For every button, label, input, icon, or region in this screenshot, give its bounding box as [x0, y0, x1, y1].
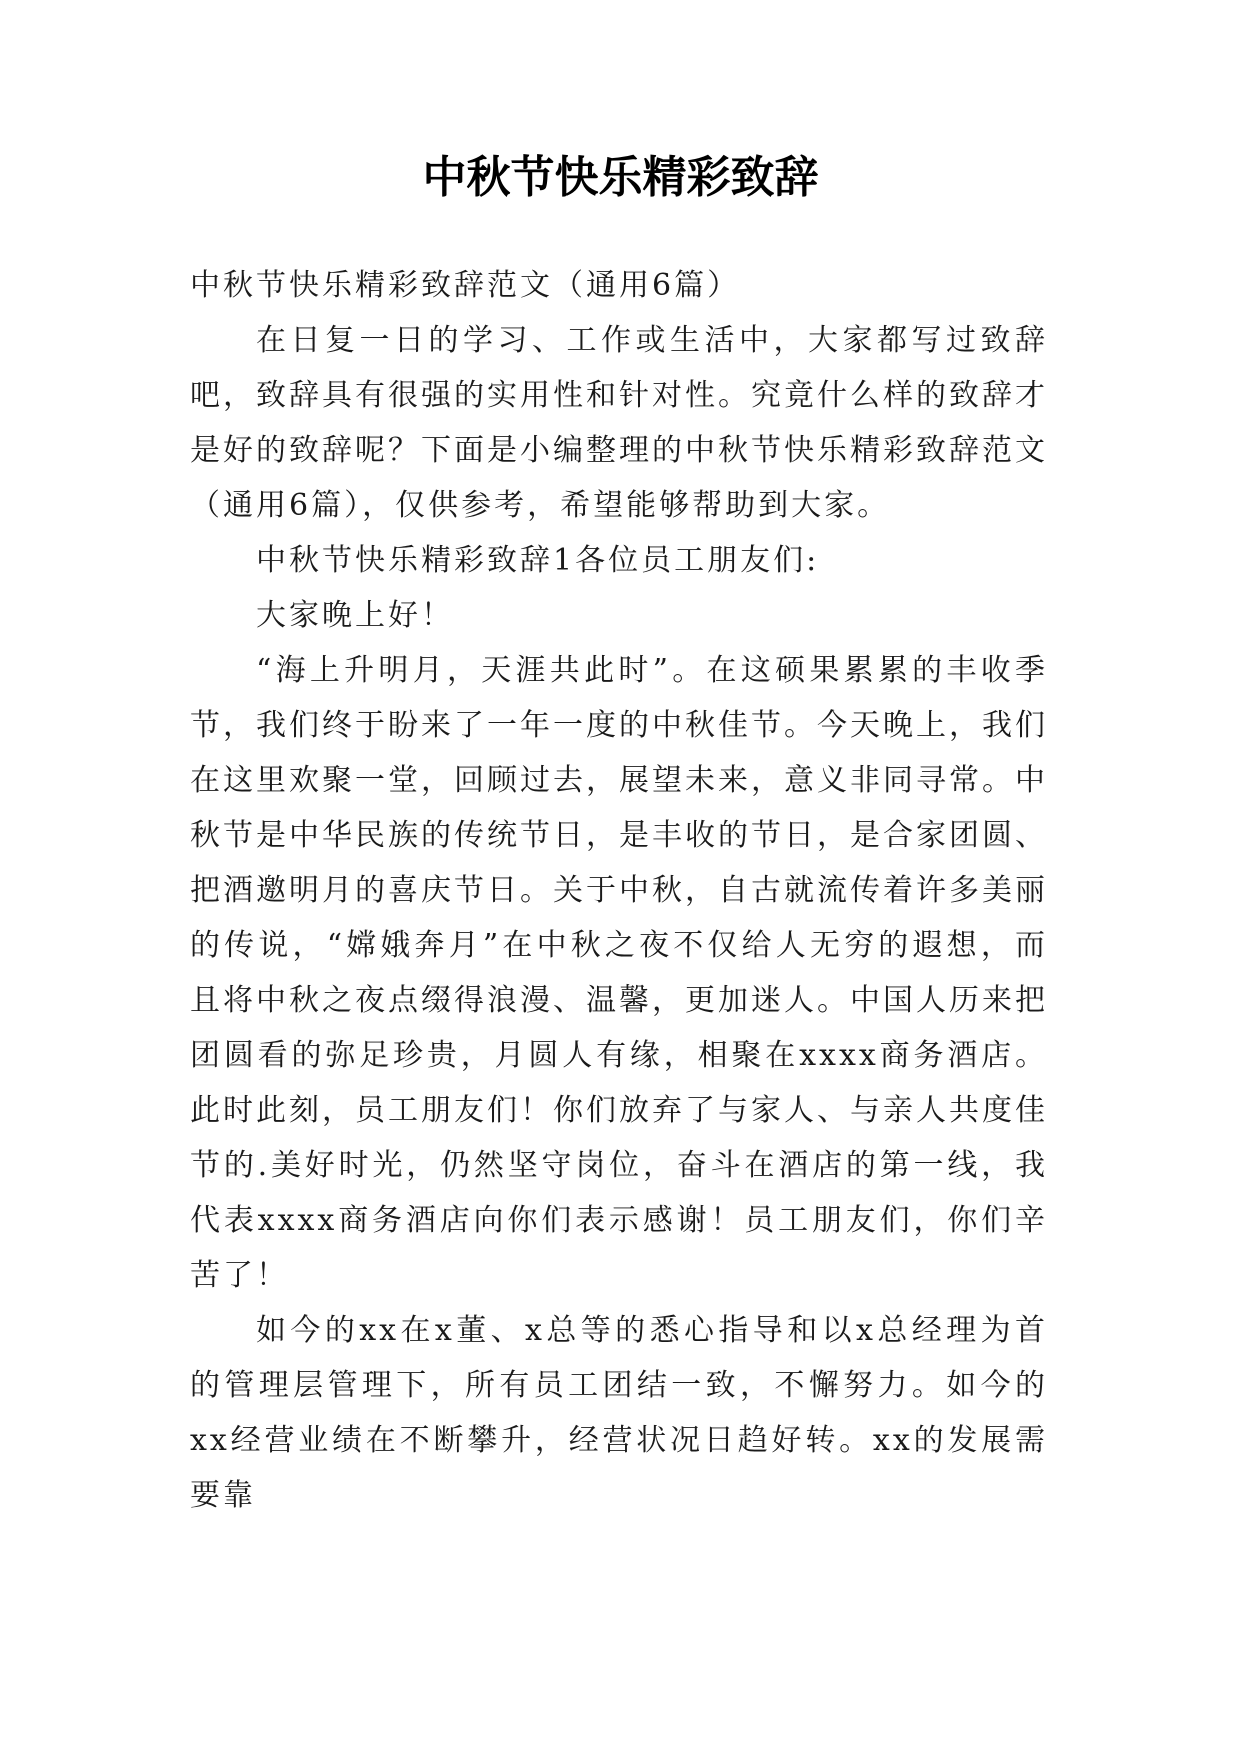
speech-heading: 中秋节快乐精彩致辞1各位员工朋友们:: [256, 543, 820, 578]
document-subtitle: 中秋节快乐精彩致辞范文（通用6篇）: [190, 268, 741, 303]
document-body: [190, 258, 1048, 1523]
body-paragraph: 如今的xx在x董、x总等的悉心指导和以x总经理为首的管理层管理下，所有员工团结一致，不懈努力。如今的xx经营业绩在不断攀升，经营状况日趋好转。xx的发展需要靠: [190, 1313, 1048, 1513]
document-title: 中秋节快乐精彩致辞: [422, 152, 819, 203]
greeting-paragraph: 大家晚上好！: [256, 598, 454, 633]
body-paragraph: “海上升明月，天涯共此时”。在这硕果累累的丰收季节，我们终于盼来了一年一度的中秋佳节。今天晚上，我们在这里欢聚一堂，回顾过去，展望未来，意义非同寻常。中秋节是中华民族的传统节日，是丰收的节日，是合家团圆、把酒邀明月的喜庆节日。关于中秋，自古就流传着许多美丽的传说，“嫦娥奔月”在中秋之夜不仅给人无穷的遐想，而且将中秋之夜点缀得浪漫、温馨，更加迷人。中国人历来把团圆看的弥足珍贵，月圆人有缘，相聚在xxxx商务酒店。此时此刻，员工朋友们！你们放弃了与家人、与亲人共度佳节的.美好时光，仍然坚守岗位，奋斗在酒店的第一线，我代表xxxx商务酒店向你们表示感谢！员工朋友们，你们辛苦了！: [190, 653, 1048, 1293]
intro-paragraph: 在日复一日的学习、工作或生活中，大家都写过致辞吧，致辞具有很强的实用性和针对性。究竟什么样的致辞才是好的致辞呢？下面是小编整理的中秋节快乐精彩致辞范文（通用6篇），仅供参考，希望能够帮助到大家。: [190, 323, 1048, 523]
